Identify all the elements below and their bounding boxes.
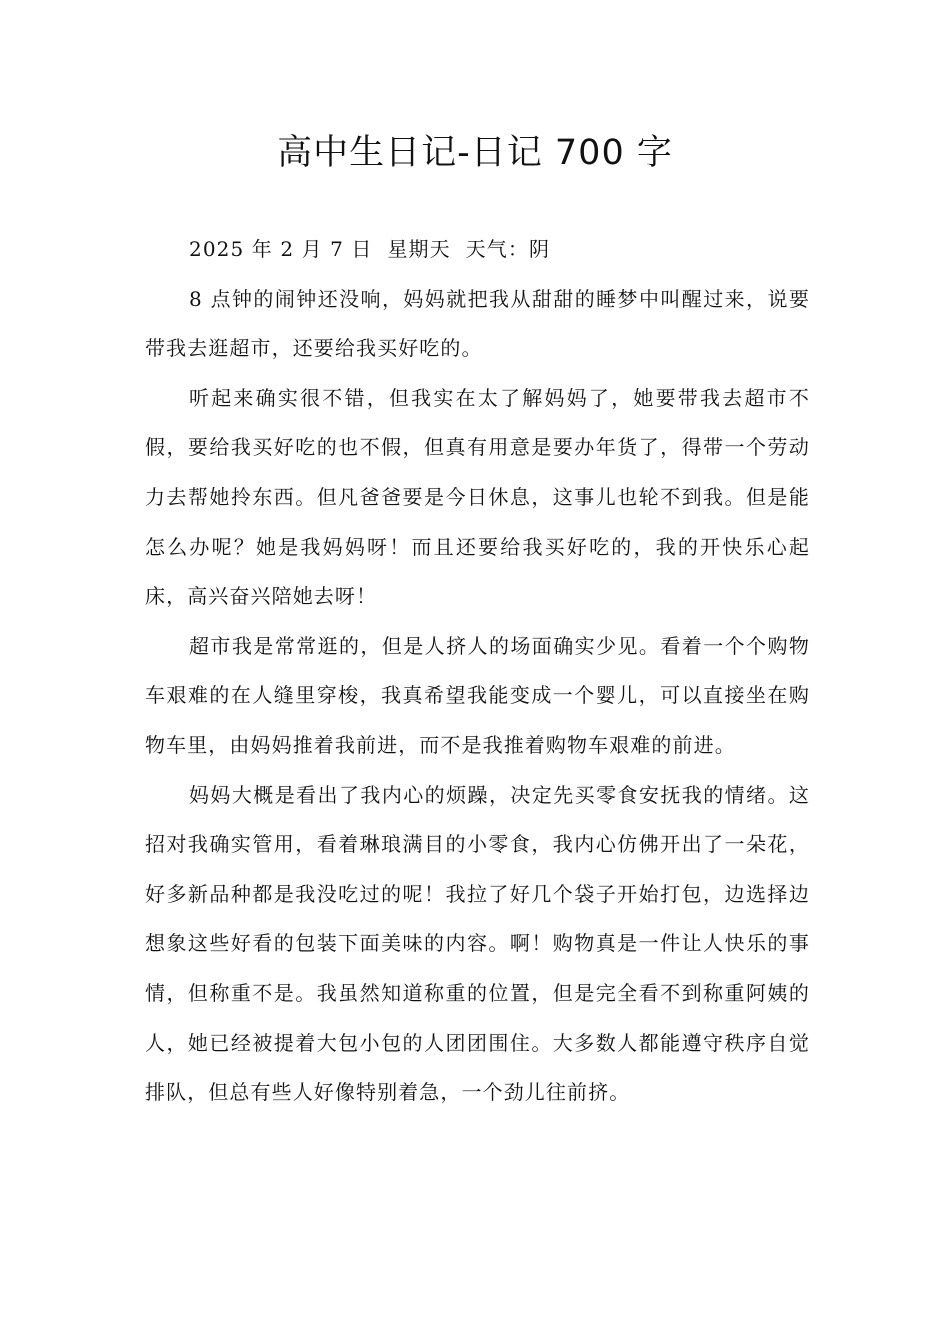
paragraph-1: 8 点钟的闹钟还没响，妈妈就把我从甜甜的睡梦中叫醒过来，说要带我去逛超市，还要给我买好吃的。 xyxy=(145,286,810,361)
document-title: 高中生日记-日记 700 字 xyxy=(277,133,673,173)
paragraph-3: 超市我是常常逛的，但是人挤人的场面确实少见。看着一个个购物车艰难的在人缝里穿梭，我真希望我能变成一个婴儿，可以直接坐在购物车里，由妈妈推着我前进，而不是我推着购物车艰难的前进。 xyxy=(145,633,810,757)
document-body xyxy=(145,225,810,1118)
paragraph-2: 听起来确实很不错，但我实在太了解妈妈了，她要带我去超市不假，要给我买好吃的也不假，但真有用意是要办年货了，得带一个劳动力去帮她拎东西。但凡爸爸要是今日休息，这事儿也轮不到我。但是能怎么办呢？她是我妈妈呀！而且还要给我买好吃的，我的开快乐心起床，高兴奋兴陪她去呀！ xyxy=(145,385,810,609)
paragraph-4: 妈妈大概是看出了我内心的烦躁，决定先买零食安抚我的情绪。这招对我确实管用，看着琳琅满目的小零食，我内心仿佛开出了一朵花，好多新品种都是我没吃过的呢！我拉了好几个袋子开始打包，边选择边想象这些好看的包装下面美味的内容。啊！购物真是一件让人快乐的事情，但称重不是。我虽然知道称重的位置，但是完全看不到称重阿姨的人，她已经被提着大包小包的人团团围住。大多数人都能遵守秩序自觉排队，但总有些人好像特别着急，一个劲儿往前挤。 xyxy=(145,782,810,1105)
date-weather-line: 2025 年 2 月 7 日 星期天 天气：阴 xyxy=(189,237,551,261)
